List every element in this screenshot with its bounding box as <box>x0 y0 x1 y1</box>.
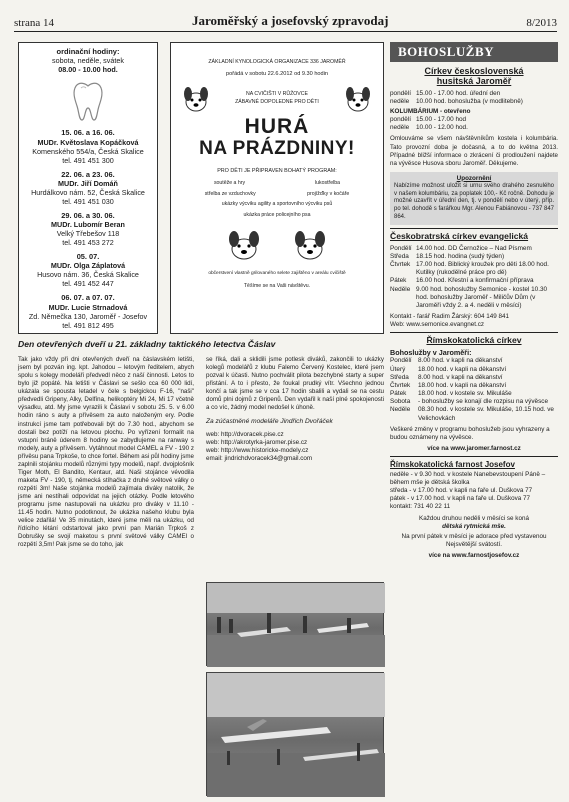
poster-place2: ZÁBAVNÉ DOPOLEDNE PRO DĚTI <box>235 98 319 105</box>
schedule-day: neděle <box>390 124 410 132</box>
schedule-time: 15.00 - 17.00 hod <box>416 116 467 124</box>
poster-welcome: Těšíme se na Vaši návštěvu. <box>243 283 311 290</box>
schedule-time: 18.15 hod. hodina (sudý týden) <box>416 252 505 260</box>
poster-item: projížďky v kočáře <box>307 190 350 197</box>
schedule-row <box>390 277 558 285</box>
schedule-row <box>390 390 558 398</box>
schedule-day: pondělí <box>390 116 411 124</box>
rkfj-note-2: Na první pátek v měsíci je adorace před vystavenou Nejsvětější svátostí. <box>401 533 547 549</box>
page-header <box>14 8 557 32</box>
dentist-address: Husovo nám. 36, Česká Skalice <box>37 270 139 280</box>
schedule-row <box>390 286 558 311</box>
schedule-time: - bohoslužby se konají dle rozpisu na vývěsce <box>418 398 549 406</box>
schedule-time: 18.00 hod. v kapli na děkanství <box>418 381 507 389</box>
schedule-row <box>390 90 558 98</box>
article-link[interactable]: web: http://www.historicke-modely.cz <box>206 446 309 454</box>
tooth-icon <box>70 80 106 122</box>
poster-big-title-1: HURÁ <box>244 114 310 138</box>
dog-icon <box>224 227 264 263</box>
dentist-address: Hurdálkovo nám. 52, Česká Skalice <box>31 187 145 197</box>
schedule-row <box>390 116 558 124</box>
dental-dates: 15. 06. a 16. 06. <box>61 128 115 138</box>
rkfj-web[interactable]: více na www.farnostjosefov.cz <box>428 552 520 560</box>
article-link[interactable]: web: http://akrotyrka-jaromer.pise.cz <box>206 438 308 446</box>
dentist-name: MUDr. Květoslava Kopáčková <box>37 137 139 147</box>
rkfj-title: Římskokatolická farnost Josefov <box>390 459 515 469</box>
article-email[interactable]: email: jindrichdvoracek34@gmail.com <box>206 455 313 463</box>
dentist-address: Komenského 554/a, Česká Skalice <box>32 146 144 156</box>
dental-dates: 05. 07. <box>76 252 100 262</box>
schedule-day: Úterý <box>390 365 406 373</box>
dental-emergency-box <box>18 42 158 334</box>
schedule-day: Pátek <box>390 277 407 285</box>
airfield-photo-1 <box>206 582 384 666</box>
article <box>18 339 384 549</box>
poster-refresh: občerstvení vlastně grilovaného selete zajištěno v areálu cvičiště <box>208 271 346 277</box>
schedule-day: Neděle <box>390 406 411 414</box>
schedule-time: 10.00 hod. bohoslužba (v modlitebně) <box>416 97 523 105</box>
dental-entry <box>23 170 153 206</box>
dentist-phone: tel. 491 812 495 <box>62 320 114 330</box>
dental-list <box>23 128 153 329</box>
dental-entry <box>23 211 153 247</box>
services-section-bar: BOHOSLUŽBY <box>390 42 558 62</box>
dental-days: sobota, neděle, svátek <box>52 56 124 66</box>
poster-program: PRO DĚTI JE PŘIPRAVEN BOHATÝ PROGRAM: <box>217 167 337 174</box>
ceb-web[interactable]: Web: www.semonice.evangnet.cz <box>390 321 485 329</box>
poster-date: pořádá v sobotu 22.6.2012 od 9.30 hodin <box>225 70 328 77</box>
schedule-time: 17.00 hod. Biblický kroužek pro děti 18.00 hod. Kutilky (rukodělné práce pro dě) <box>416 261 549 277</box>
dental-entry <box>23 293 153 329</box>
page-number: strana 14 <box>14 17 55 29</box>
schedule-day: Neděle <box>390 285 411 293</box>
schedule-day: pondělí <box>390 89 411 97</box>
schedule-day: Sobota <box>390 398 411 406</box>
rkfj-schedule <box>390 471 558 511</box>
dentist-address: Velký Třebešov 118 <box>56 229 120 239</box>
poster-place1: NA CVIČIŠTI V RŮŽOVCE <box>246 91 308 98</box>
rkfj-note-1: Každou druhou neděli v měsíci se koná <box>419 515 529 523</box>
issue-number: 8/2013 <box>526 17 557 29</box>
poster-item: lukostřelba <box>314 180 341 187</box>
schedule-day: Pondělí <box>390 244 412 252</box>
dentist-name: MUDr. Lucie Strnadová <box>48 302 128 312</box>
schedule-time: 14.00 hod. DD Černožice – Nad Písmem <box>416 244 532 252</box>
columbarium-title: KOLUMBÁRIUM - otevřeno <box>390 108 471 116</box>
dentist-phone: tel. 491 452 447 <box>62 279 114 289</box>
article-col-2: se říká, dali a sklidili jsme potlesk diváků, zakončili to ukázky kolegů modelářů z klubu Falemo Červený Kostelec, které jsem pozval k účasti. Nutno pochválit pilota bezchybné starty a super přistání. A to i přesto, že foukal prudký vítr. Všechno jednou končí a tak jsme se v cca 17 hodin sbalili a vydali se na cestu domů plni dojmů z Gripenů. Den vydařil k naší plné spokojenosti a co víc, žádný model nedošel k úhoně. <box>206 356 384 412</box>
rkc-note: Veškeré změny v programu bohoslužeb jsou vyhrazeny a budou oznámeny na vývěsce. <box>390 425 550 441</box>
dentist-phone: tel. 491 451 030 <box>62 196 114 206</box>
rkfj-line: pátek - v 17.00 hod. v kapli na faře ul. Duškova 77 <box>390 495 531 503</box>
schedule-time: 8.00 hod. v kapli na děkanství <box>418 373 503 381</box>
cch-subtitle: husitská Jaroměř <box>436 76 512 87</box>
schedule-time: 15.00 - 17.00 hod. úřední den <box>416 89 501 97</box>
ceb-schedule <box>390 245 558 311</box>
services-column <box>390 42 558 560</box>
schedule-time: 16.00 hod. Křestní a konfirmační příprava <box>416 277 534 285</box>
dental-entry <box>23 252 153 288</box>
newspaper-title: Jaroměřský a josefovský zpravodaj <box>191 13 389 28</box>
dog-icon <box>179 84 213 114</box>
schedule-day: Pátek <box>390 390 407 398</box>
schedule-row <box>390 382 558 390</box>
article-col-1: Tak jako vždy při dni otevřených dveří na čáslavském letišti, jsem byl pozván ing. kpt. Jahodou – letovým ředitelem, abych spolu s kolegy modeláři předvedl něco z naší činnosti. Letos to bylo již popáté. Na letišti v Čáslavi se sešlo cca 60 000 lidí, ukázala se spousta letadel v čele s belgickou F-16, "naši" předvedli Gripeny, Alky, Delfína, helikoptéry Mi 24, Mi 17 včetně výsadku, atd. My jsme vyrazili k Čáslavi v sobotu 25. 5. v 6.00 hodin ráno s auty a přívěsem za auto naloženým ery. Podle instrukcí jsme tam potřebovali být do 7.30 hod., abychom se dostali bez potíží na letovou plochu. Po vyřízení formalit na vstupní bráně úderem 8 hodiny se zabydlujeme na ranway s modely, auty a přívěsem. Vytáhnout model CAMEL a FV - 190 z přívěsu pana Trpkoše, to chce fortel. Během asi půl hodiny jsme zaplnili stojánku modelů různými typy modelů, např. dvojplošník Tiger Moth, El Bandito, Kentaur, atd. Naši stojánce vévodila maketa FV - 190, tj. německá stíhačka z druhé světové války o rozpětí 3m! Naše stojánka modelů zajímala diváky natolik, že jsme ani nestíhali odpovídat na jejich otázky. Podle letového programu jsme nastupovali na ukázku pro diváky v 11.10 - 11.45 hodin. Nutno podotknout, že ukázka našeho klubu byla velice zdařilá! Ve 35 minutách, které jsme měli na ukázku, od řídícího létání odstartoval jako první pan Marián Trpkoš z Dobrušky se svojí maketou s první světové války CAMEl o rozpětí 3,5m! Pak jsme se do toho, jak <box>18 356 194 549</box>
cch-schedule <box>390 90 558 106</box>
schedule-row <box>390 245 558 253</box>
rkfj-line: středa - v 17.00 hod. v kapli na faře ul. Duškova 77 <box>390 487 533 495</box>
rkfj-line: kontakt: 731 40 22 11 <box>390 503 451 511</box>
poster-org: ZÁKLADNÍ KYNOLOGICKÁ ORGANIZACE 336 JAROMĚŘ <box>208 59 346 65</box>
airfield-photo-2 <box>206 672 384 796</box>
cch-alert-text: Nabízíme možnost uložit si urnu svého drahého zesnulého v našem kolumbáriu, za poplatek 100,- Kč ročně. Dohodu je možné uzavřít v úřední den, tj. v pondělí nebo v úterý, příp. po tel. dohodě s farářkou Mgr. Alenou Fabiánovou - 737 847 864. <box>394 182 554 220</box>
dental-dates: 29. 06. a 30. 06. <box>61 210 115 220</box>
schedule-row <box>390 374 558 382</box>
schedule-row <box>390 366 558 374</box>
poster-item: soutěže a hry <box>213 180 246 187</box>
dental-hours: 08.00 - 10.00 hod. <box>58 65 118 75</box>
schedule-day: Čtvrtek <box>390 381 411 389</box>
rkc-schedule <box>390 357 558 423</box>
schedule-day: neděle <box>390 97 410 105</box>
cch-title: Církev československá <box>424 66 524 76</box>
article-link[interactable]: web: http://dvoracek.pise.cz <box>206 430 284 438</box>
poster-big-title-2: NA PRÁZDNINY! <box>199 137 355 159</box>
dog-icon <box>290 227 330 263</box>
cch-alert-box <box>390 172 558 225</box>
schedule-time: 8.00 hod. v kapli na děkanství <box>418 357 503 365</box>
dentist-phone: tel. 491 453 272 <box>62 238 114 248</box>
columbarium-schedule <box>390 116 558 132</box>
schedule-time: 18.00 hod. v kapli na děkanství <box>418 365 507 373</box>
dental-heading: ordinační hodiny: <box>56 47 120 56</box>
rkc-web[interactable]: více na www.jaromer.farnost.cz <box>427 444 521 452</box>
dentist-phone: tel. 491 451 300 <box>62 155 114 165</box>
schedule-row <box>390 124 558 132</box>
schedule-time: 9.00 hod. bohoslužby Semonice - kostel 10.30 hod. bohoslužby Jaroměř - Miličův Dům (v Jaroměři vždy 2. a 4. neděli v měsíci) <box>416 285 548 309</box>
rkfj-note-1b: dětská rytmická mše. <box>442 523 506 531</box>
dentist-address: Zd. Němečka 130, Jaroměř - Josefov <box>28 311 148 321</box>
cch-note: Omlouváme se všem návštěvníkům kostela i kolumbária. Tato provozní doba je dočasná, a to do května 2013. Případné bližší informace o zkrácení či prodloužení najdete na vývěsce Husova sboru Jaroměř. Děkujeme. <box>390 135 558 167</box>
article-title: Den otevřených dveří u 21. základny taktického letectva Čáslav <box>18 339 276 349</box>
dentist-name: MUDr. Jiří Domáň <box>58 178 118 188</box>
rkfj-line: neděle - v 9.30 hod. v kostele Nanebevstoupení Páně – během mše je dětská školka <box>390 470 546 487</box>
schedule-time: 08.30 hod. v kostele sv. Mikuláše, 10.15 hod. ve Velichovkách <box>418 406 554 422</box>
rkc-subtitle: Bohoslužby v Jaroměři: <box>390 348 472 358</box>
schedule-row <box>390 406 558 422</box>
schedule-day: Středa <box>390 373 409 381</box>
schedule-day: Středa <box>390 252 409 260</box>
dentist-name: MUDr. Lubomír Beran <box>51 220 125 230</box>
dental-entry <box>23 128 153 164</box>
ceb-title: Českobratrská církev evangelická <box>390 230 529 241</box>
schedule-row <box>390 398 558 406</box>
poster-item: ukázka práce policejního psa <box>243 211 311 218</box>
dog-icon <box>341 84 375 114</box>
schedule-row <box>390 261 558 277</box>
schedule-time: 10.00 - 12.00 hod. <box>416 124 468 132</box>
cch-alert-title: Upozornění <box>456 174 492 182</box>
schedule-day: Čtvrtek <box>390 261 411 269</box>
schedule-time: 18.00 hod. v kostele sv. Mikuláše <box>418 390 512 398</box>
schedule-row <box>390 253 558 261</box>
poster-item: střelba ze vzduchovky <box>204 190 256 197</box>
schedule-day: Pondělí <box>390 357 412 365</box>
dentist-name: MUDr. Olga Záplatová <box>50 261 126 271</box>
poster-item: ukázky výcviku agility a sportovního výcviku psů <box>221 201 333 208</box>
dental-dates: 06. 07. a 07. 07. <box>61 293 115 303</box>
dog-club-poster <box>170 42 384 334</box>
rkc-title: Římskokatolická církev <box>426 335 522 346</box>
schedule-row <box>390 98 558 106</box>
article-signature: Za zúčastněné modeláře Jindřich Dvořáček <box>206 418 333 426</box>
ceb-contact: Kontakt - farář Radim Žárský: 604 149 841 <box>390 313 509 321</box>
dental-dates: 22. 06. a 23. 06. <box>61 169 115 179</box>
schedule-row <box>390 357 558 365</box>
